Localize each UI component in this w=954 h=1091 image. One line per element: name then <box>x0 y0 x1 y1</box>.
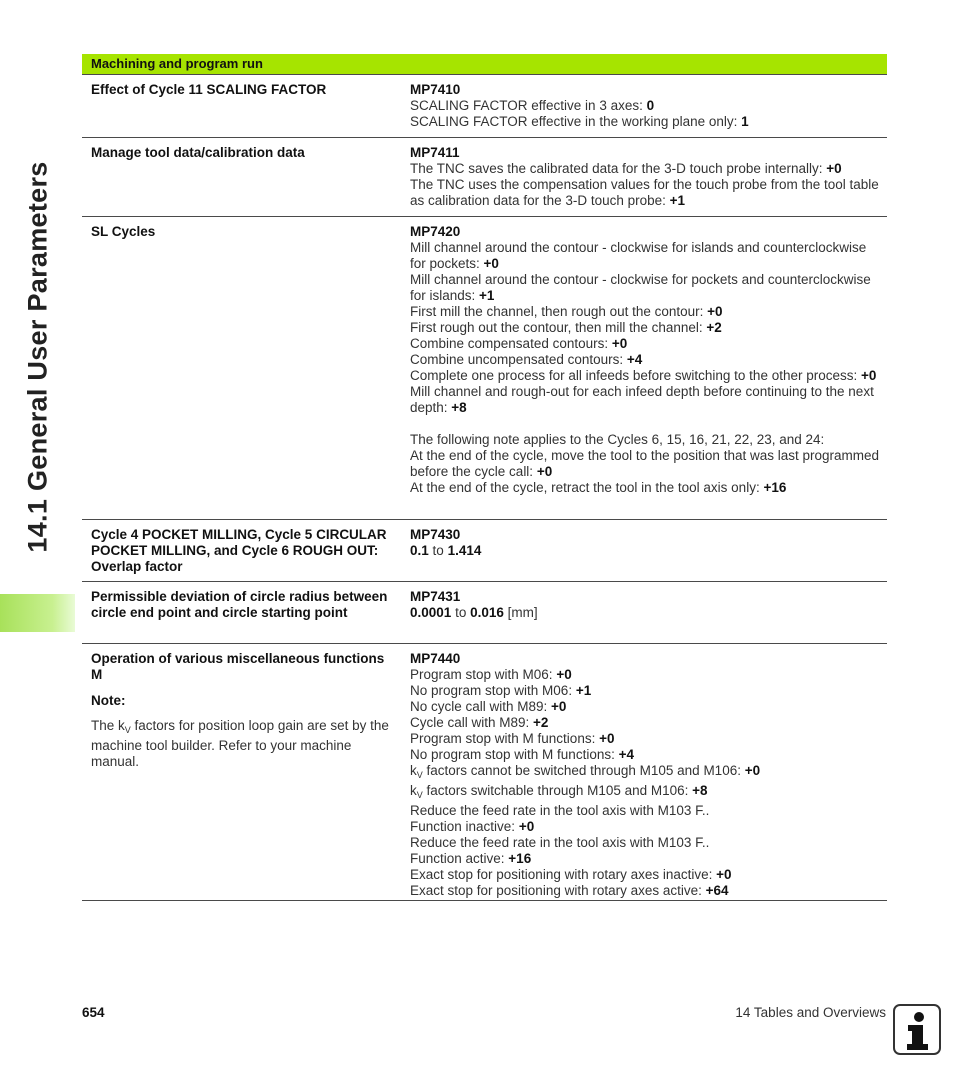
table-header <box>82 54 887 75</box>
row-value <box>410 589 885 621</box>
chapter-footer: 14 Tables and Overviews <box>735 1005 886 1020</box>
option-line: No program stop with M06: +1 <box>410 683 592 698</box>
table-row-mp7420 <box>82 217 887 520</box>
option-line: Complete one process for all infeeds before switching to the other process: +0 <box>410 368 877 383</box>
option-line: Function active: +16 <box>410 851 532 866</box>
option-line: Mill channel and rough-out for each infeed depth before continuing to the next depth: +8 <box>410 384 874 415</box>
info-icon <box>895 1006 939 1053</box>
row-value <box>410 224 885 496</box>
machine-parameter-number: MP7431 <box>410 589 461 604</box>
option-line: At the end of the cycle, move the tool to the position that was last programmed before the cycle call: +0 <box>410 448 880 479</box>
option-line: Combine compensated contours: +0 <box>410 336 628 351</box>
side-chapter-title <box>10 52 66 662</box>
value-range: 0.1 to 1.414 <box>410 543 482 558</box>
row-label: Effect of Cycle 11 SCALING FACTOR <box>91 82 327 97</box>
option-line: Exact stop for positioning with rotary axes inactive: +0 <box>410 867 732 882</box>
machine-parameter-number: MP7440 <box>410 651 461 666</box>
option-line: At the end of the cycle, retract the tool in the tool axis only: +16 <box>410 480 787 495</box>
row-label: Permissible deviation of circle radius between circle end point and circle starting point <box>91 589 388 620</box>
parameter-table <box>82 54 887 901</box>
page-number: 654 <box>82 1005 105 1020</box>
option-line: Cycle call with M89: +2 <box>410 715 549 730</box>
table-row-mp7430 <box>82 520 887 582</box>
option-line: The TNC saves the calibrated data for the 3-D touch probe internally: +0 <box>410 161 842 176</box>
table-row-mp7410 <box>82 75 887 138</box>
option-line: $k_V$ factors cannot be switched through M105 and M106: +0 <box>410 763 761 780</box>
option-line: SCALING FACTOR effective in 3 axes: 0 <box>410 98 655 113</box>
row-value <box>410 651 885 899</box>
option-line: Combine uncompensated contours: +4 <box>410 352 643 367</box>
machine-parameter-number: MP7420 <box>410 224 461 239</box>
option-line: Exact stop for positioning with rotary axes active: +64 <box>410 883 729 898</box>
option-line: Reduce the feed rate in the tool axis with M103 F.. <box>410 803 710 818</box>
option-line: No cycle call with M89: +0 <box>410 699 567 714</box>
option-line: No program stop with M functions: +4 <box>410 747 634 762</box>
row-value <box>410 527 885 559</box>
side-chapter-tab <box>0 594 75 632</box>
machine-parameter-number: MP7430 <box>410 527 461 542</box>
machine-parameter-number: MP7411 <box>410 145 460 160</box>
note-label: Note: <box>91 693 126 708</box>
info-button[interactable] <box>893 1004 941 1055</box>
option-line: $k_V$ factors switchable through M105 and M106: +8 <box>410 783 708 800</box>
row-label: Manage tool data/calibration data <box>91 145 305 160</box>
note-text: The $k_V$ factors for position loop gain are set by the machine tool builder. Refer to your machine manual. <box>91 718 389 769</box>
row-label: SL Cycles <box>91 224 156 239</box>
option-line: Function inactive: +0 <box>410 819 535 834</box>
row-value <box>410 145 885 209</box>
machine-parameter-number: MP7410 <box>410 82 461 97</box>
side-chapter-title-text: 14.1 General User Parameters <box>22 161 53 553</box>
table-row-mp7431 <box>82 582 887 644</box>
option-line: Reduce the feed rate in the tool axis with M103 F.. <box>410 835 710 850</box>
option-line: Program stop with M06: +0 <box>410 667 572 682</box>
note-intro: The following note applies to the Cycles 6, 15, 16, 21, 22, 23, and 24: <box>410 432 825 447</box>
option-line: SCALING FACTOR effective in the working plane only: 1 <box>410 114 749 129</box>
option-line: The TNC uses the compensation values for the touch probe from the tool table as calibration data for the 3-D touch probe: +1 <box>410 177 879 208</box>
table-row-mp7440 <box>82 644 887 901</box>
row-label-text: Operation of various miscellaneous functions M <box>91 651 385 682</box>
row-label <box>91 651 396 770</box>
option-line: Program stop with M functions: +0 <box>410 731 615 746</box>
option-line: Mill channel around the contour - clockwise for pockets and counterclockwise for islands: +1 <box>410 272 871 303</box>
row-value <box>410 82 885 130</box>
table-header-text: Machining and program run <box>91 56 263 71</box>
option-line: First rough out the contour, then mill the channel: +2 <box>410 320 722 335</box>
option-line: Mill channel around the contour - clockwise for islands and counterclockwise for pockets: +0 <box>410 240 867 271</box>
value-range: 0.0001 to 0.016 [mm] <box>410 605 538 620</box>
row-label: Cycle 4 POCKET MILLING, Cycle 5 CIRCULAR POCKET MILLING, and Cycle 6 ROUGH OUT: Overlap factor <box>91 527 387 574</box>
option-line: First mill the channel, then rough out the contour: +0 <box>410 304 723 319</box>
table-row-mp7411 <box>82 138 887 217</box>
